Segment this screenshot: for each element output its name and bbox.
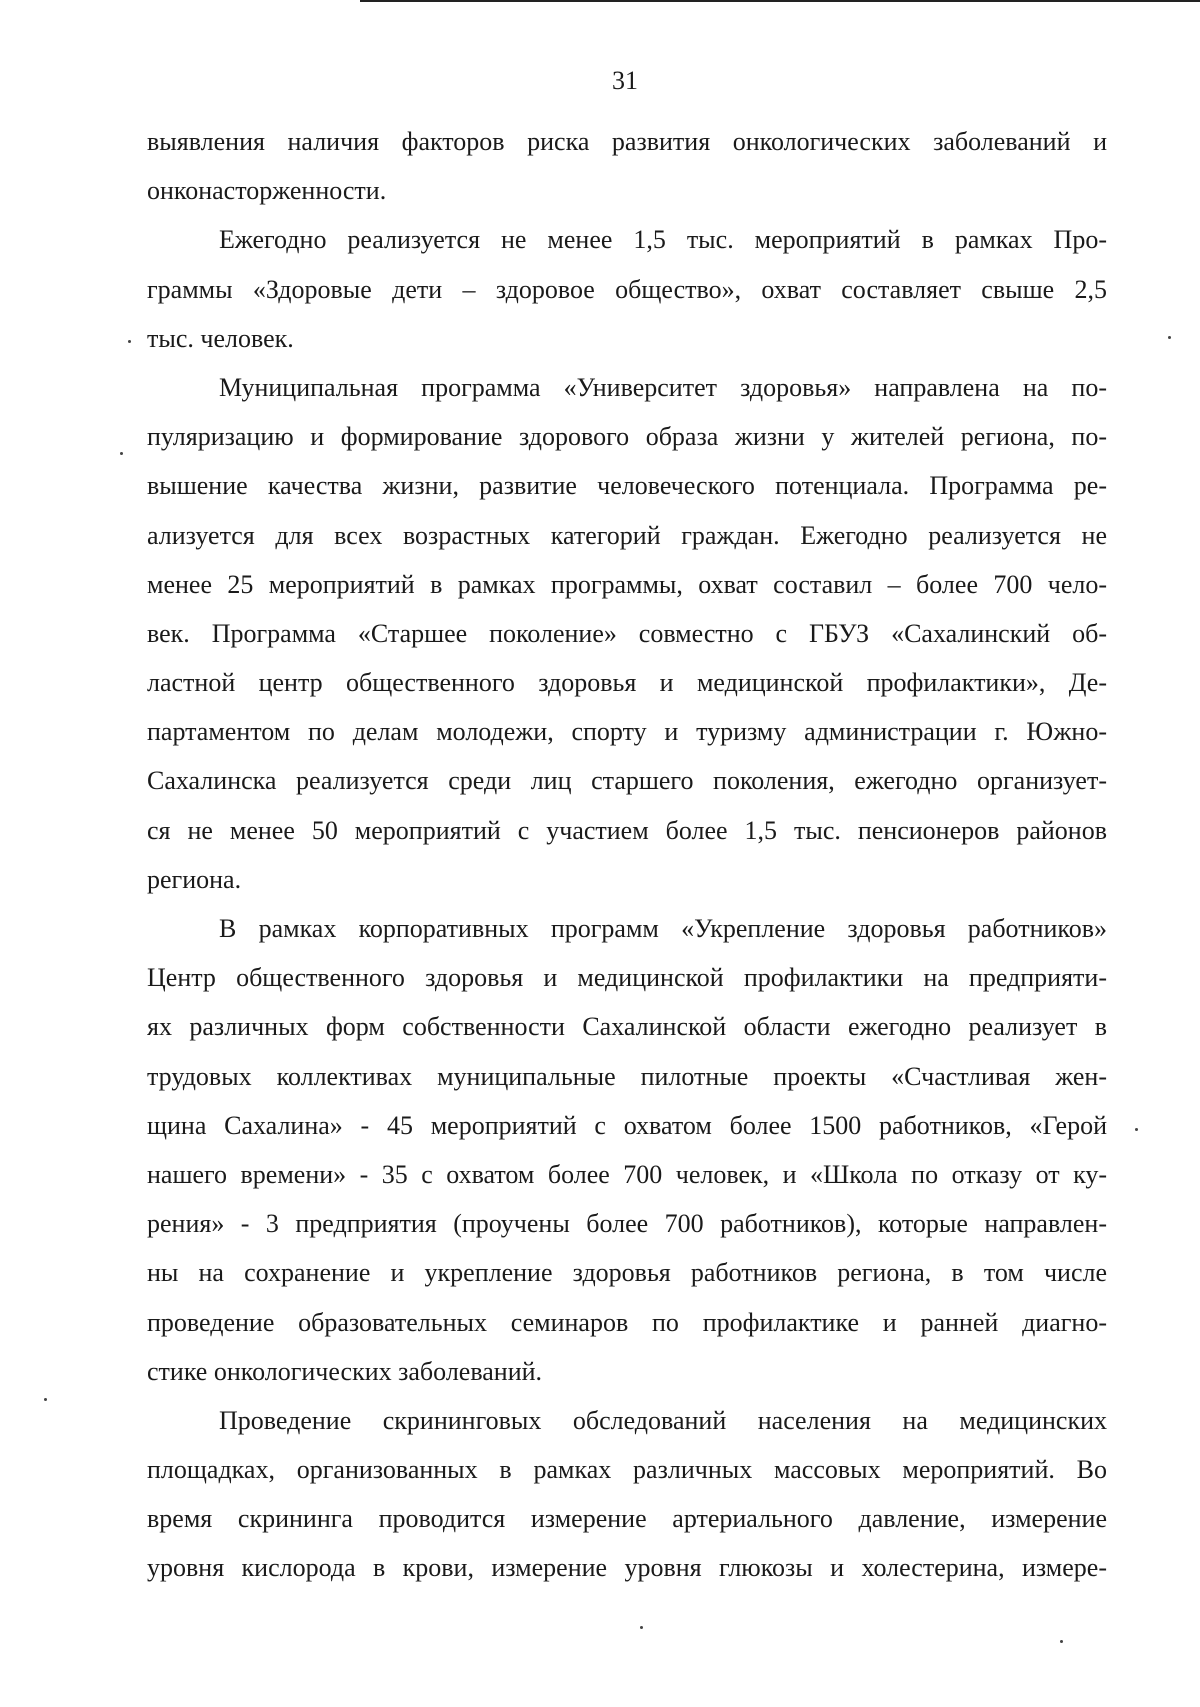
text-line: вышение качества жизни, развитие человеческого потенциала. Программа ре- [147, 471, 1107, 501]
text-line: стике онкологических заболеваний. [147, 1356, 543, 1386]
text-line: век. Программа «Старшее поколение» совместно с ГБУЗ «Сахалинский об- [147, 618, 1107, 648]
scan-speck [120, 452, 123, 455]
text-line: ях различных форм собственности Сахалинской области ежегодно реализует в [147, 1012, 1107, 1042]
scan-speck [1060, 1640, 1063, 1643]
text-line: тыс. человек. [147, 323, 294, 353]
text-line: проведение образовательных семинаров по профилактике и ранней диагно- [147, 1307, 1107, 1337]
text-line: Центр общественного здоровья и медицинской профилактики на предприяти- [147, 963, 1107, 993]
text-line: региона. [147, 864, 242, 894]
page-number: 31 [612, 66, 638, 95]
scan-speck [640, 1626, 643, 1629]
text-line: пуляризацию и формирование здорового образа жизни у жителей региона, по- [147, 422, 1107, 452]
paragraph [147, 1396, 1107, 1593]
top-scan-edge [360, 0, 1200, 2]
text-line: ластной центр общественного здоровья и медицинской профилактики», Де- [147, 668, 1107, 698]
text-line: трудовых коллективах муниципальные пилотные проекты «Счастливая жен- [147, 1061, 1107, 1091]
scan-speck [128, 340, 131, 343]
text-line: рения» - 3 предприятия (проучены более 700 работников), которые направлен- [147, 1209, 1107, 1239]
text-line: Проведение скрининговых обследований населения на медицинских [219, 1405, 1107, 1435]
scan-speck [44, 1398, 47, 1401]
paragraph [147, 363, 1107, 904]
paragraph [147, 215, 1107, 363]
paragraph [147, 904, 1107, 1396]
text-line: площадках, организованных в рамках различных массовых мероприятий. Во [147, 1455, 1107, 1485]
text-line: уровня кислорода в крови, измерение уровня глюкозы и холестерина, измере- [147, 1553, 1107, 1583]
text-line: В рамках корпоративных программ «Укрепление здоровья работников» [219, 914, 1107, 943]
text-line: Ежегодно реализуется не менее 1,5 тыс. мероприятий в рамках Про- [219, 225, 1107, 255]
text-line: выявления наличия факторов риска развития онкологических заболеваний и [147, 127, 1107, 156]
text-line: ализуется для всех возрастных категорий граждан. Ежегодно реализуется не [147, 520, 1107, 550]
text-line: Сахалинска реализуется среди лиц старшего поколения, ежегодно организует- [147, 766, 1107, 796]
paragraph [147, 117, 1107, 215]
text-line: щина Сахалина» - 45 мероприятий с охватом более 1500 работников, «Герой [147, 1110, 1107, 1140]
text-line: нашего времени» - 35 с охватом более 700 человек, и «Школа по отказу от ку- [147, 1159, 1107, 1189]
text-line: Муниципальная программа «Университет здоровья» направлена на по- [219, 372, 1107, 402]
scan-speck [1135, 1128, 1138, 1131]
text-line: партаментом по делам молодежи, спорту и туризму администрации г. Южно- [147, 717, 1107, 747]
text-line: менее 25 мероприятий в рамках программы, охват составил – более 700 чело- [147, 569, 1107, 599]
text-line: ны на сохранение и укрепление здоровья работников региона, в том числе [147, 1258, 1107, 1288]
scan-speck [1168, 336, 1171, 339]
text-line: ся не менее 50 мероприятий с участием более 1,5 тыс. пенсионеров районов [147, 815, 1107, 845]
document-body [147, 117, 1107, 1593]
text-line: онконасторженности. [147, 176, 387, 206]
text-line: время скрининга проводится измерение артериального давление, измерение [147, 1504, 1107, 1534]
text-line: граммы «Здоровые дети – здоровое общество», охват составляет свыше 2,5 [147, 274, 1107, 304]
